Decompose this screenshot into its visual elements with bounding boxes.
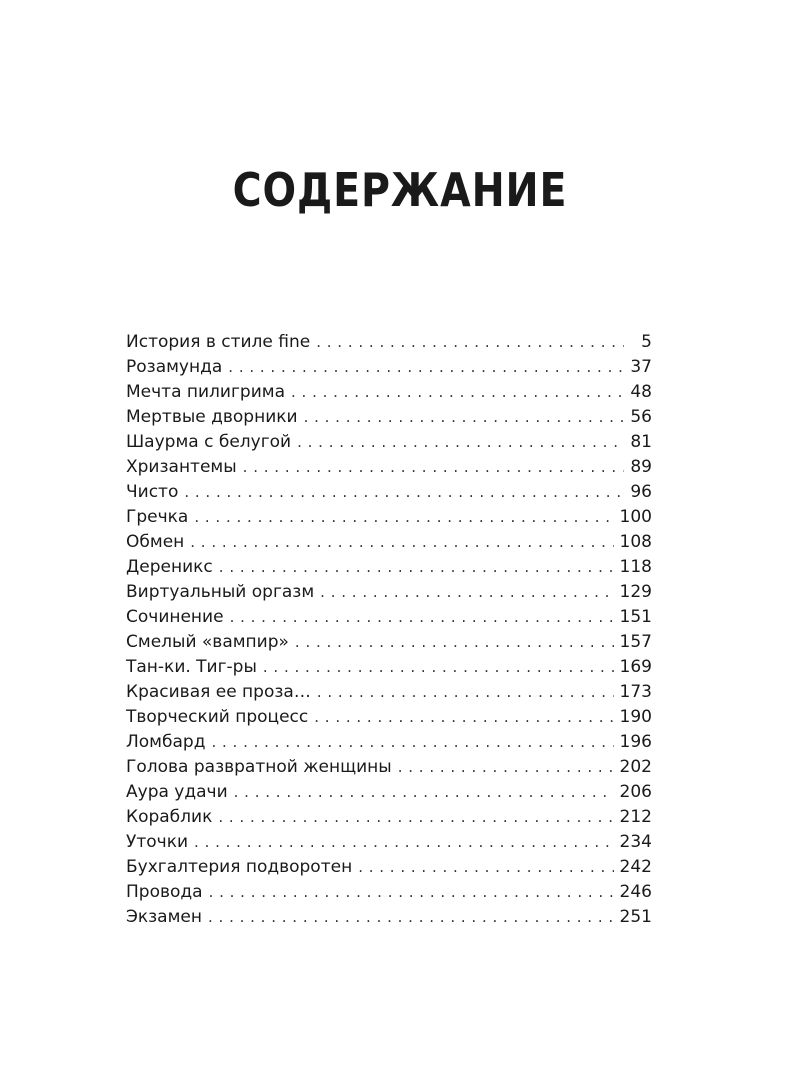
toc-entry: [126, 905, 652, 930]
toc-entry-title: Сочинение: [126, 607, 224, 627]
toc-entry-title: Гречка: [126, 507, 189, 527]
toc-entry: [126, 630, 652, 655]
toc-entry-title: Мертвые дворники: [126, 407, 298, 427]
dot-leader: [320, 580, 613, 605]
toc-entry-page-number: 212: [619, 807, 652, 827]
toc-entry-page-number: 89: [630, 457, 652, 477]
dot-leader: [184, 480, 624, 505]
toc-entry-page-number: 190: [619, 707, 652, 727]
toc-entry-title: Экзамен: [126, 907, 202, 927]
toc-entry-title: Голова развратной женщины: [126, 757, 392, 777]
toc-entry-page-number: 96: [630, 482, 652, 502]
toc-entry-page-number: 100: [619, 507, 652, 527]
toc-entry: [126, 705, 652, 730]
dot-leader: [398, 755, 614, 780]
toc-entry-page-number: 48: [630, 382, 652, 402]
toc-entry: [126, 805, 652, 830]
toc-entry-page-number: 5: [641, 332, 652, 352]
toc-entry: [126, 530, 652, 555]
toc-entry-page-number: 251: [619, 907, 652, 927]
toc-entry: [126, 430, 652, 455]
toc-entry-title: Дереникс: [126, 557, 213, 577]
toc-entry-title: Розамунда: [126, 357, 223, 377]
toc-entry-page-number: 108: [619, 532, 652, 552]
dot-leader: [194, 830, 614, 855]
dot-leader: [228, 355, 624, 380]
toc-entry-page-number: 81: [630, 432, 652, 452]
toc-entry: [126, 405, 652, 430]
toc-entry: [126, 380, 652, 405]
toc-entry-title: Кораблик: [126, 807, 213, 827]
toc-entry-page-number: 206: [619, 782, 652, 802]
dot-leader: [263, 655, 614, 680]
dot-leader: [190, 530, 613, 555]
toc-entry: [126, 480, 652, 505]
toc-entry: [126, 455, 652, 480]
toc-entry-page-number: 196: [619, 732, 652, 752]
toc-entry-title: История в стиле fine: [126, 332, 311, 352]
toc-entry-page-number: 173: [619, 682, 652, 702]
toc-entry: [126, 330, 652, 355]
toc-entry: [126, 680, 652, 705]
toc-entry-title: Уточки: [126, 832, 189, 852]
dot-leader: [211, 730, 613, 755]
toc-entry-page-number: 169: [619, 657, 652, 677]
dot-leader: [218, 805, 613, 830]
toc-entry-page-number: 157: [619, 632, 652, 652]
table-of-contents: [126, 330, 652, 930]
toc-entry-page-number: 242: [619, 857, 652, 877]
toc-entry: [126, 605, 652, 630]
toc-entry-page-number: 37: [630, 357, 652, 377]
toc-entry: [126, 580, 652, 605]
toc-entry-page-number: 234: [619, 832, 652, 852]
toc-entry-page-number: 151: [619, 607, 652, 627]
dot-leader: [194, 505, 613, 530]
dot-leader: [316, 330, 624, 355]
toc-entry: [126, 730, 652, 755]
toc-entry-title: Провода: [126, 882, 203, 902]
dot-leader: [291, 380, 624, 405]
toc-entry: [126, 555, 652, 580]
toc-entry: [126, 755, 652, 780]
dot-leader: [317, 680, 614, 705]
dot-leader: [297, 430, 624, 455]
toc-entry-title: Красивая ее проза…: [126, 682, 311, 702]
toc-entry: [126, 855, 652, 880]
toc-entry: [126, 780, 652, 805]
dot-leader: [295, 630, 614, 655]
toc-entry-title: Виртуальный оргазм: [126, 582, 315, 602]
toc-entry: [126, 880, 652, 905]
dot-leader: [243, 455, 624, 480]
dot-leader: [230, 605, 614, 630]
toc-entry-title: Хризантемы: [126, 457, 237, 477]
dot-leader: [234, 780, 614, 805]
toc-entry-page-number: 202: [619, 757, 652, 777]
dot-leader: [208, 905, 614, 930]
toc-entry-title: Ломбард: [126, 732, 206, 752]
toc-entry-title: Тан-ки. Тиг-ры: [126, 657, 257, 677]
dot-leader: [209, 880, 614, 905]
toc-entry-title: Смелый «вампир»: [126, 632, 289, 652]
toc-entry-title: Мечта пилигрима: [126, 382, 285, 402]
dot-leader: [304, 405, 624, 430]
toc-entry-title: Чисто: [126, 482, 179, 502]
toc-entry: [126, 505, 652, 530]
dot-leader: [314, 705, 613, 730]
toc-entry-page-number: 56: [630, 407, 652, 427]
toc-entry-title: Аура удачи: [126, 782, 228, 802]
toc-entry-title: Творческий процесс: [126, 707, 309, 727]
toc-entry-page-number: 129: [619, 582, 652, 602]
toc-entry: [126, 830, 652, 855]
toc-entry-page-number: 246: [619, 882, 652, 902]
toc-entry-title: Бухгалтерия подворотен: [126, 857, 353, 877]
toc-entry-title: Обмен: [126, 532, 185, 552]
page-title: СОДЕРЖАНИЕ: [232, 163, 568, 217]
dot-leader: [358, 855, 613, 880]
toc-entry-page-number: 118: [619, 557, 652, 577]
dot-leader: [219, 555, 614, 580]
toc-entry-title: Шаурма с белугой: [126, 432, 292, 452]
toc-entry: [126, 355, 652, 380]
toc-entry: [126, 655, 652, 680]
